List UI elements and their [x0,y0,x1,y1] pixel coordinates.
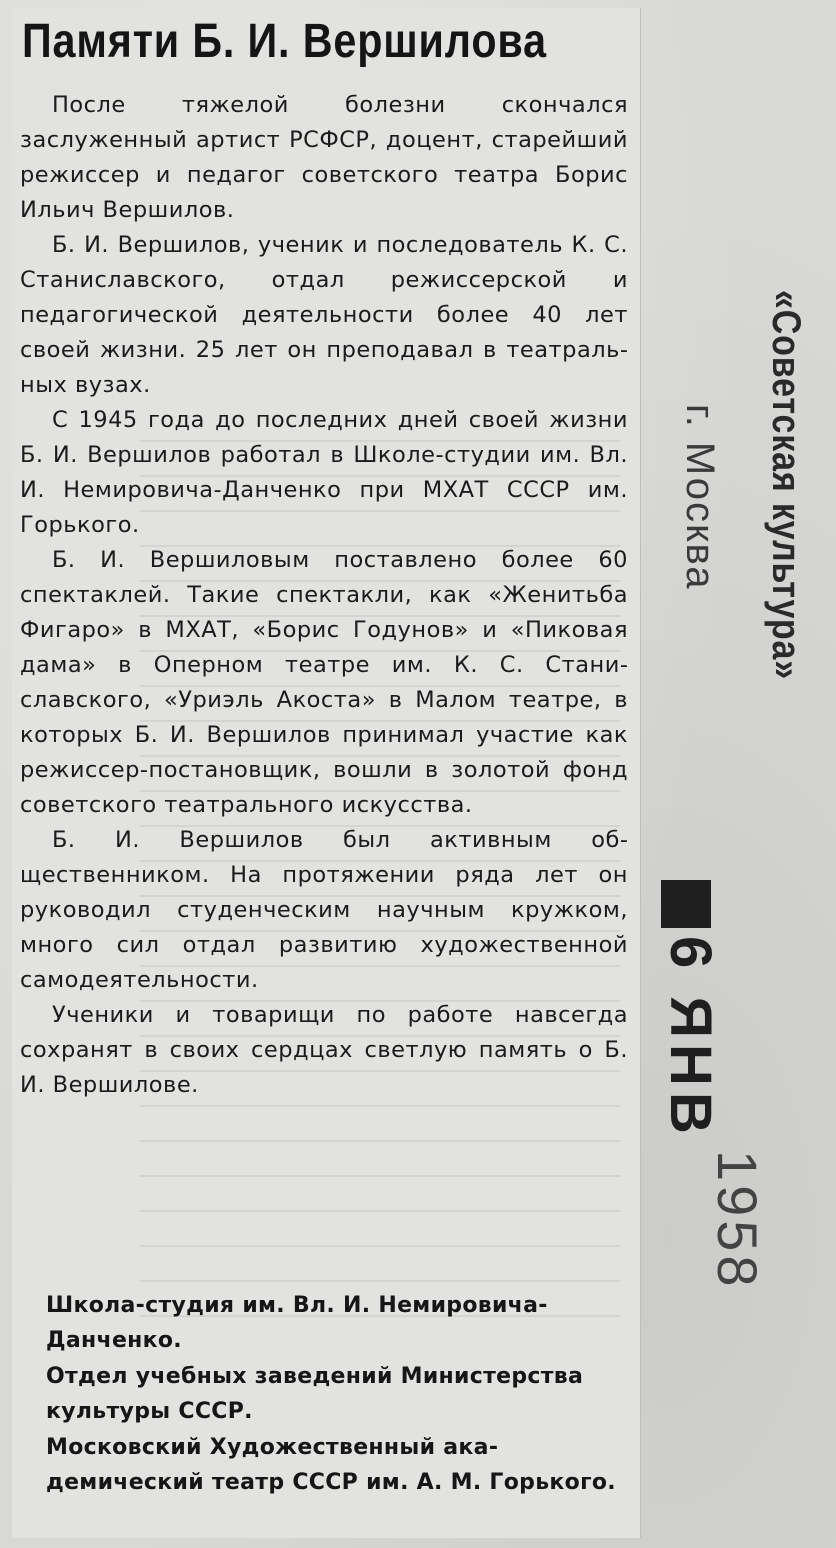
article-headline: Памяти Б. И. Вершилова [22,15,547,68]
ink-blot [661,880,711,928]
paragraph-3: С 1945 года до последних дней своей жизни Б. И. Вершилов работал в Школе-студии им. Вл. И. Немировича-Данченко при МХАТ СССР им. Горького. [20,407,628,538]
signature-ministry-department: Отдел учебных заведений Министерства культуры СССР. [46,1364,584,1424]
paragraph-1: После тяжелой болезни скончался заслуженный артист РСФСР, доцент, старейший режиссер и педагог советского театра Борис Ильич Вершилов. [20,92,628,223]
paragraph-6: Ученики и товарищи по работе навсегда сохранят в своих сердцах светлую память о Б. И. Вершилове. [20,1002,628,1098]
paragraph-5: Б. И. Вершилов был активным общественником. На протяжении ряда лет он руководил студенческим научным кружком, много сил отдал развитию художественной самодеятельности. [20,827,628,993]
paragraph-2: Б. И. Вершилов, ученик и последователь К. С. Станиславского, отдал режиссерской и педагогической деятельности более 40 лет своей жизни. 25 лет он преподавал в театральных вузах. [20,232,628,398]
stamp-date [657,880,724,1140]
stamp-date-text: 6 ЯНВ [658,936,723,1140]
stamp-year: 1958 [706,1150,769,1291]
signature-moscow-art-theatre: Московский Художественный академический театр СССР им. А. М. Горького. [46,1435,616,1495]
article-body [20,88,628,1103]
stamp-city: г. Москва [678,404,722,591]
signature-school-studio: Школа-студия им. Вл. И. Немировича-Данченко. [46,1293,548,1353]
article-signatures [20,1288,628,1501]
paragraph-4: Б. И. Вершиловым поставлено более 60 спектаклей. Такие спектакли, как «Женитьба Фигаро» в МХАТ, «Борис Годунов» и «Пиковая дама» в Оперном театре им. К. С. Станиславского, «Уриэль Акоста» в Малом театре, в которых Б. И. Вершилов принимал участие как режиссер-постановщик, вошли в золотой фонд советского театрального искусства. [20,547,628,818]
stamp-newspaper-name: «Советская культура» [764,290,808,681]
